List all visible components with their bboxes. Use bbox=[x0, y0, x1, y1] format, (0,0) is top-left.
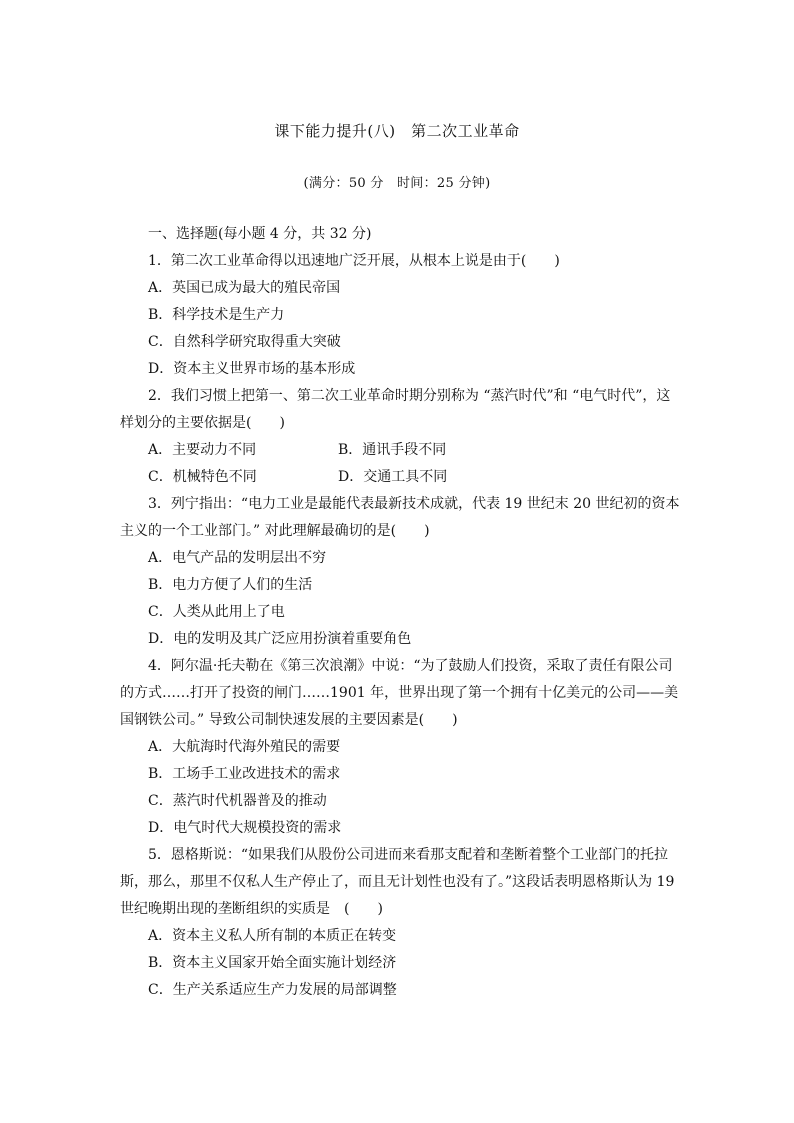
q3-option-c: C．人类从此用上了电 bbox=[148, 604, 285, 620]
q1-option-d: D．资本主义世界市场的基本形成 bbox=[148, 361, 356, 377]
q5-option-c: C．生产关系适应生产力发展的局部调整 bbox=[148, 982, 397, 998]
q5-stem-line1: 5．恩格斯说：“如果我们从股份公司进而来看那支配着和垄断着整个工业部门的托拉 bbox=[148, 847, 669, 863]
q1-stem: 1．第二次工业革命得以迅速地广泛开展，从根本上说是由于( ) bbox=[148, 253, 560, 269]
q3-stem-line2: 主义的一个工业部门。” 对此理解最确切的是( ) bbox=[120, 523, 430, 539]
q3-option-b: B．电力方便了人们的生活 bbox=[148, 577, 313, 593]
q1-option-a: A．英国已成为最大的殖民帝国 bbox=[148, 280, 341, 296]
q5-option-a: A．资本主义私人所有制的本质正在转变 bbox=[148, 928, 397, 944]
q3-option-a: A．电气产品的发明层出不穷 bbox=[148, 550, 327, 566]
q3-option-d: D．电的发明及其广泛应用扮演着重要角色 bbox=[148, 631, 412, 647]
q4-option-b: B．工场手工业改进技术的需求 bbox=[148, 766, 341, 782]
page-title: 课下能力提升(八) 第二次工业革命 bbox=[274, 122, 520, 140]
q2-option-b: B．通讯手段不同 bbox=[338, 442, 447, 458]
q2-stem-line1: 2．我们习惯上把第一、第二次工业革命时期分别称为 “蒸汽时代”和 “电气时代”，这 bbox=[148, 388, 671, 404]
q2-stem-line2: 样划分的主要依据是( ) bbox=[120, 415, 285, 431]
q2-option-d: D．交通工具不同 bbox=[338, 469, 448, 485]
q4-option-c: C．蒸汽时代机器普及的推动 bbox=[148, 793, 327, 809]
q2-option-a: A．主要动力不同 bbox=[148, 442, 257, 458]
q1-option-b: B．科学技术是生产力 bbox=[148, 307, 285, 323]
q1-option-c: C．自然科学研究取得重大突破 bbox=[148, 334, 341, 350]
q2-option-c: C．机械特色不同 bbox=[148, 469, 257, 485]
question-body bbox=[120, 221, 680, 1004]
q2-options-row1 bbox=[120, 437, 676, 464]
q4-stem-line1: 4．阿尔温·托夫勒在《第三次浪潮》中说：“为了鼓励人们投资，采取了责任有限公司 bbox=[148, 658, 673, 674]
q2-options-row2 bbox=[120, 464, 676, 491]
q5-stem-line2: 斯，那么，那里不仅私人生产停止了，而且无计划性也没有了。”这段话表明恩格斯认为 19 bbox=[120, 874, 675, 890]
q5-option-b: B．资本主义国家开始全面实施计划经济 bbox=[148, 955, 397, 971]
q4-option-d: D．电气时代大规模投资的需求 bbox=[148, 820, 342, 836]
q3-stem-line1: 3．列宁指出：“电力工业是最能代表最新技术成就，代表 19 世纪末 20 世纪初的资本 bbox=[148, 496, 680, 512]
page-subtitle: (满分：50 分 时间：25 分钟) bbox=[303, 176, 491, 191]
section-heading: 一、选择题(每小题 4 分，共 32 分) bbox=[148, 226, 372, 242]
q4-stem-line3: 国钢铁公司。” 导致公司制快速发展的主要因素是( ) bbox=[120, 712, 458, 728]
q4-option-a: A．大航海时代海外殖民的需要 bbox=[148, 739, 341, 755]
q5-stem-line3: 世纪晚期出现的垄断组织的实质是 ( ) bbox=[120, 901, 383, 917]
q4-stem-line2: 的方式……打开了投资的闸门……1901 年，世界出现了第一个拥有十亿美元的公司——美 bbox=[120, 685, 679, 701]
